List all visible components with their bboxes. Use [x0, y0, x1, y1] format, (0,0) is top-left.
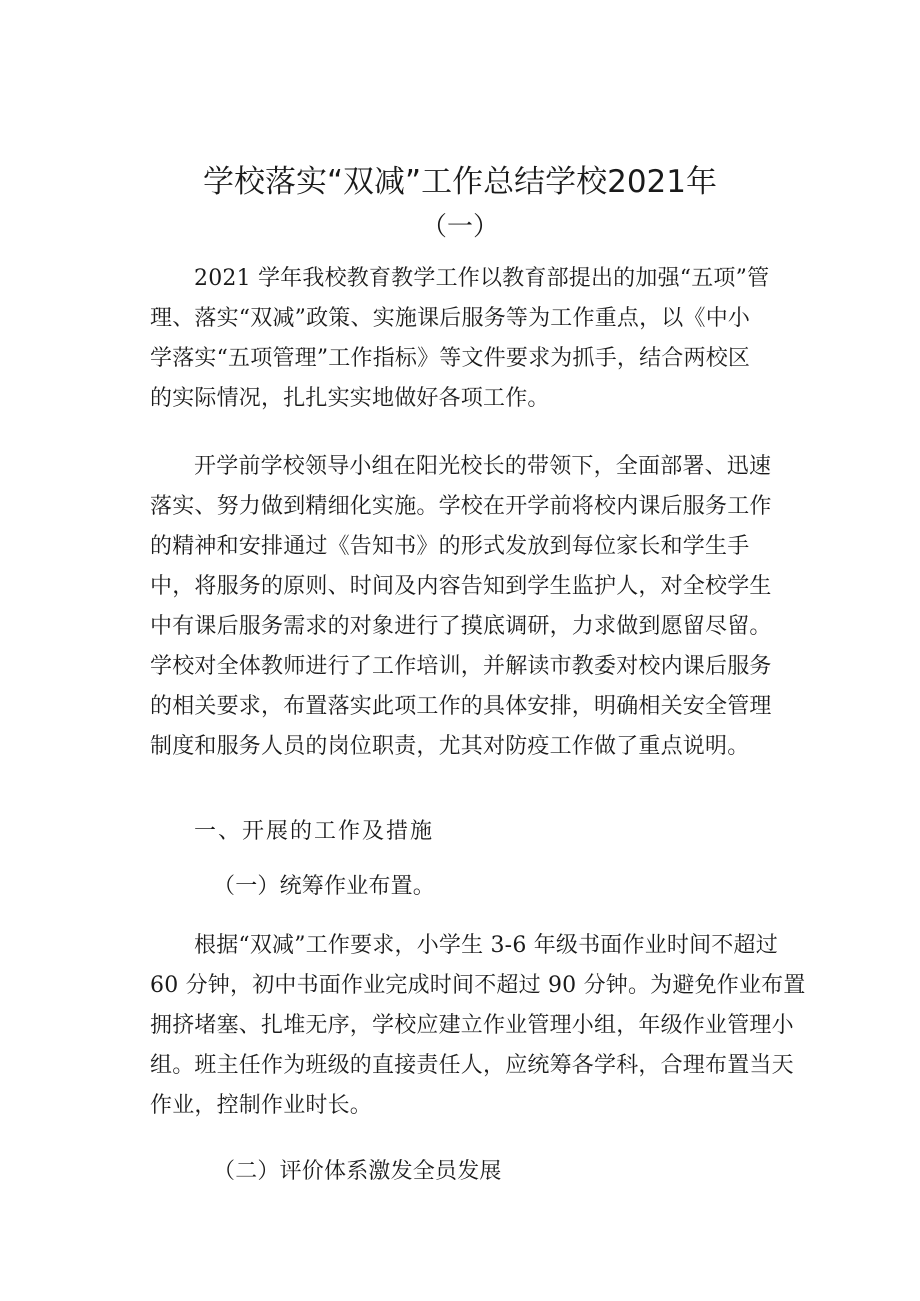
subsection-heading-text: （二）评价体系激发全员发展 — [213, 1159, 502, 1184]
paragraph-line: 中有课后服务需求的对象进行了摸底调研，力求做到愿留尽留。 — [150, 614, 772, 639]
document-title-number: （一） — [420, 212, 499, 242]
paragraph-line: 根据“双减”工作要求，小学生 3-6 年级书面作业时间不超过 — [194, 933, 778, 958]
paragraph-homework — [150, 926, 830, 1126]
subsection-heading-evaluation — [213, 1152, 893, 1192]
paragraph-preparation — [150, 447, 830, 767]
paragraph-line: 2021 学年我校教育教学工作以教育部提出的加强“五项”管 — [194, 266, 770, 291]
paragraph-line: 组。班主任作为班级的直接责任人，应统筹各学科，合理布置当天 — [150, 1053, 794, 1078]
section-heading-text: 一、开展的工作及措施 — [194, 819, 435, 844]
paragraph-line: 中，将服务的原则、时间及内容告知到学生监护人，对全校学生 — [150, 574, 772, 599]
paragraph-line: 学校对全体教师进行了工作培训，并解读市教委对校内课后服务 — [150, 654, 772, 679]
paragraph-line: 开学前学校领导小组在阳光校长的带领下，全面部署、迅速 — [194, 454, 772, 479]
paragraph-line: 制度和服务人员的岗位职责，尤其对防疫工作做了重点说明。 — [150, 734, 750, 759]
subsection-heading-text: （一）统筹作业布置。 — [213, 874, 436, 899]
paragraph-line: 作业，控制作业时长。 — [150, 1093, 373, 1118]
paragraph-intro — [150, 259, 830, 419]
paragraph-line: 落实、努力做到精细化实施。学校在开学前将校内课后服务工作 — [150, 494, 772, 519]
paragraph-line: 的实际情况，扎扎实实地做好各项工作。 — [150, 386, 550, 411]
paragraph-line: 60 分钟，初中书面作业完成时间不超过 90 分钟。为避免作业布置 — [150, 973, 806, 998]
paragraph-line: 的精神和安排通过《告知书》的形式发放到每位家长和学生手 — [150, 534, 750, 559]
paragraph-line: 学落实“五项管理”工作指标》等文件要求为抓手，结合两校区 — [150, 346, 751, 371]
section-heading — [194, 812, 874, 852]
document-title: 学校落实“双减”工作总结学校2021年 — [202, 164, 717, 200]
paragraph-line: 理、落实“双减”政策、实施课后服务等为工作重点，以《中小 — [150, 306, 751, 331]
subsection-heading-homework — [213, 867, 893, 907]
paragraph-line: 拥挤堵塞、扎堆无序，学校应建立作业管理小组，年级作业管理小 — [150, 1013, 794, 1038]
paragraph-line: 的相关要求，布置落实此项工作的具体安排，明确相关安全管理 — [150, 694, 772, 719]
